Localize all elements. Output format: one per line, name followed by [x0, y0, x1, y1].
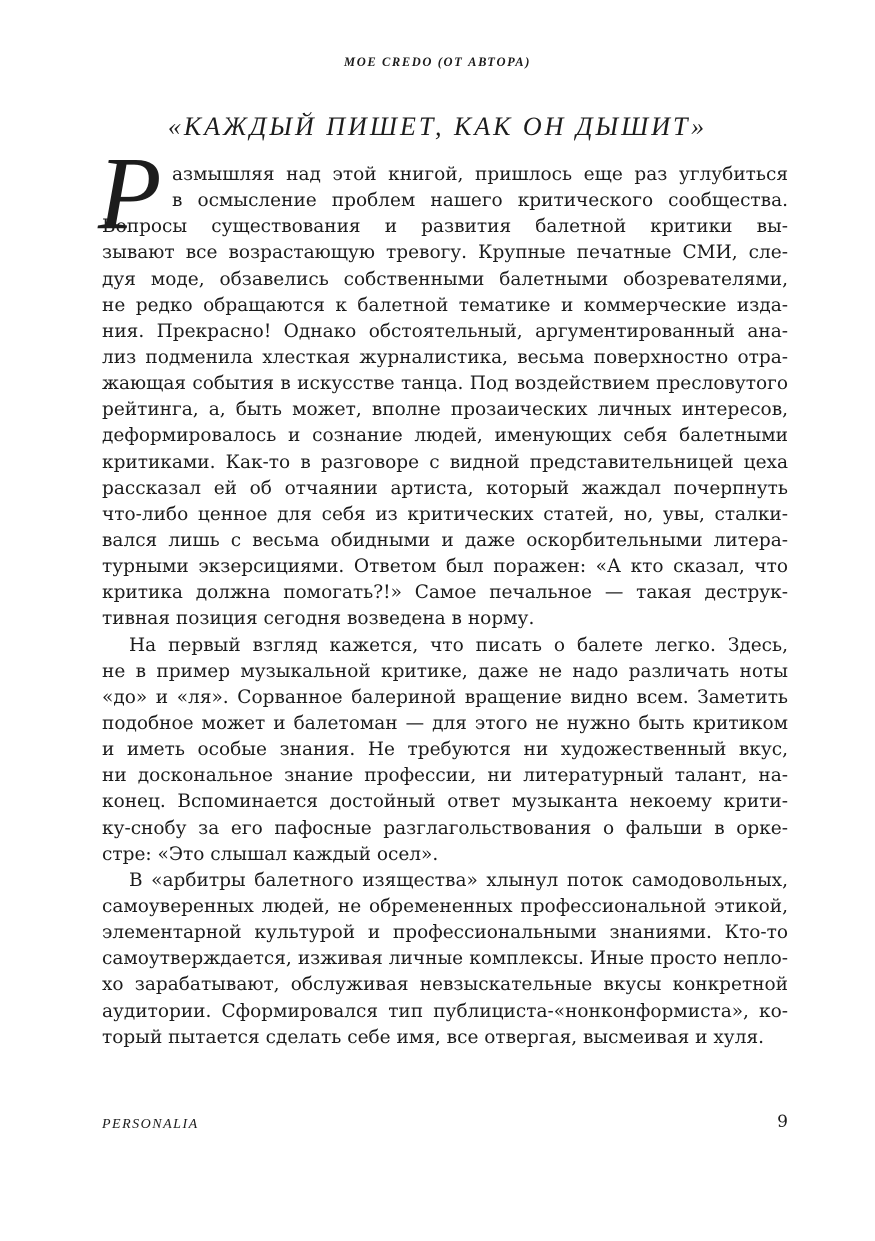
text-line: критиками. Как-то в разговоре с видной представительницей цеха [102, 451, 788, 473]
text-line: критика должна помогать?!» Самое печальное — такая деструк- [102, 582, 788, 604]
page-number: 9 [777, 1112, 788, 1132]
paragraph [102, 162, 788, 633]
text-line: вался лишь с весьма обидными и даже оскорбительными литера- [102, 529, 788, 551]
text-line: дуя моде, обзавелись собственными балетными обозревателями, [102, 268, 788, 290]
body-text [98, 136, 788, 1051]
text-line: ку-снобу за его пафосные разглагольствования о фальши в орке- [102, 817, 788, 839]
text-line: зывают все возрастающую тревогу. Крупные печатные СМИ, сле- [102, 242, 788, 264]
paragraphs [102, 162, 788, 1051]
text-line: хо зарабатывают, обслуживая невзыскательные вкусы конкретной [102, 974, 788, 996]
text-line: жающая события в искусстве танца. Под воздействием пресловутого [102, 373, 788, 395]
text-line: турными экзерсициями. Ответом был поражен: «А кто сказал, что [102, 556, 788, 578]
running-head: МОЕ CREDO (ОТ АВТОРА) [343, 55, 531, 69]
text-line: не редко обращаются к балетной тематике и коммерческие изда- [102, 294, 788, 316]
text-line: не в пример музыкальной критике, даже не надо различать ноты [102, 660, 788, 682]
text-line: и иметь особые знания. Не требуются ни художественный вкус, [102, 739, 788, 761]
text-line: тивная позиция сегодня возведена в норму. [102, 608, 535, 630]
text-line: Вопросы существования и развития балетной критики вы- [102, 216, 788, 238]
text-line: в осмысление проблем нашего критического сообщества. [172, 190, 788, 212]
text-line: рейтинга, а, быть может, вполне прозаических личных интересов, [102, 399, 788, 421]
text-line: аудитории. Сформировался тип публициста-«нонконформиста», ко- [102, 1000, 788, 1022]
text-line: ния. Прекрасно! Однако обстоятельный, аргументированный ана- [102, 320, 788, 342]
section-label: PERSONALIA [102, 1117, 199, 1132]
text-line: В «арбитры балетного изящества» хлынул поток самодовольных, [129, 869, 788, 891]
text-line: что-либо ценное для себя из критических статей, но, увы, сталки- [102, 503, 788, 525]
text-line: подобное может и балетоман — для этого не нужно быть критиком [102, 712, 788, 734]
text-line: азмышляя над этой книгой, пришлось еще раз углубиться [172, 164, 788, 185]
text-line: На первый взгляд кажется, что писать о балете легко. Здесь, [129, 634, 788, 656]
text-line: «до» и «ля». Сорванное балериной вращение видно всем. Заметить [102, 686, 788, 708]
paragraph [102, 868, 788, 1051]
text-line: стре: «Это слышал каждый осел». [102, 843, 439, 865]
text-line: самоуверенных людей, не обремененных профессиональной этикой, [102, 895, 788, 917]
text-line: рассказал ей об отчаянии артиста, который жаждал почерпнуть [102, 477, 788, 499]
text-line: конец. Вспоминается достойный ответ музыканта некоему крити- [102, 791, 788, 813]
text-line: торый пытается сделать себе имя, все отвергая, высмеивая и хуля. [102, 1026, 764, 1048]
text-line: самоутверждается, изживая личные комплексы. Иные просто непло- [102, 948, 788, 970]
text-line: ни доскональное знание профессии, ни литературный талант, на- [102, 765, 788, 787]
text-line: лиз подменила хлесткая журналистика, весьма поверхностно отра- [102, 346, 788, 368]
text-line: элементарной культурой и профессиональными знаниями. Кто-то [102, 922, 788, 944]
drop-cap: Р [98, 136, 162, 251]
text-line: деформировалось и сознание людей, именующих себя балетными [102, 425, 788, 447]
chapter-title: «КАЖДЫЙ ПИШЕТ, КАК ОН ДЫШИТ» [167, 112, 708, 141]
paragraph [102, 633, 788, 868]
